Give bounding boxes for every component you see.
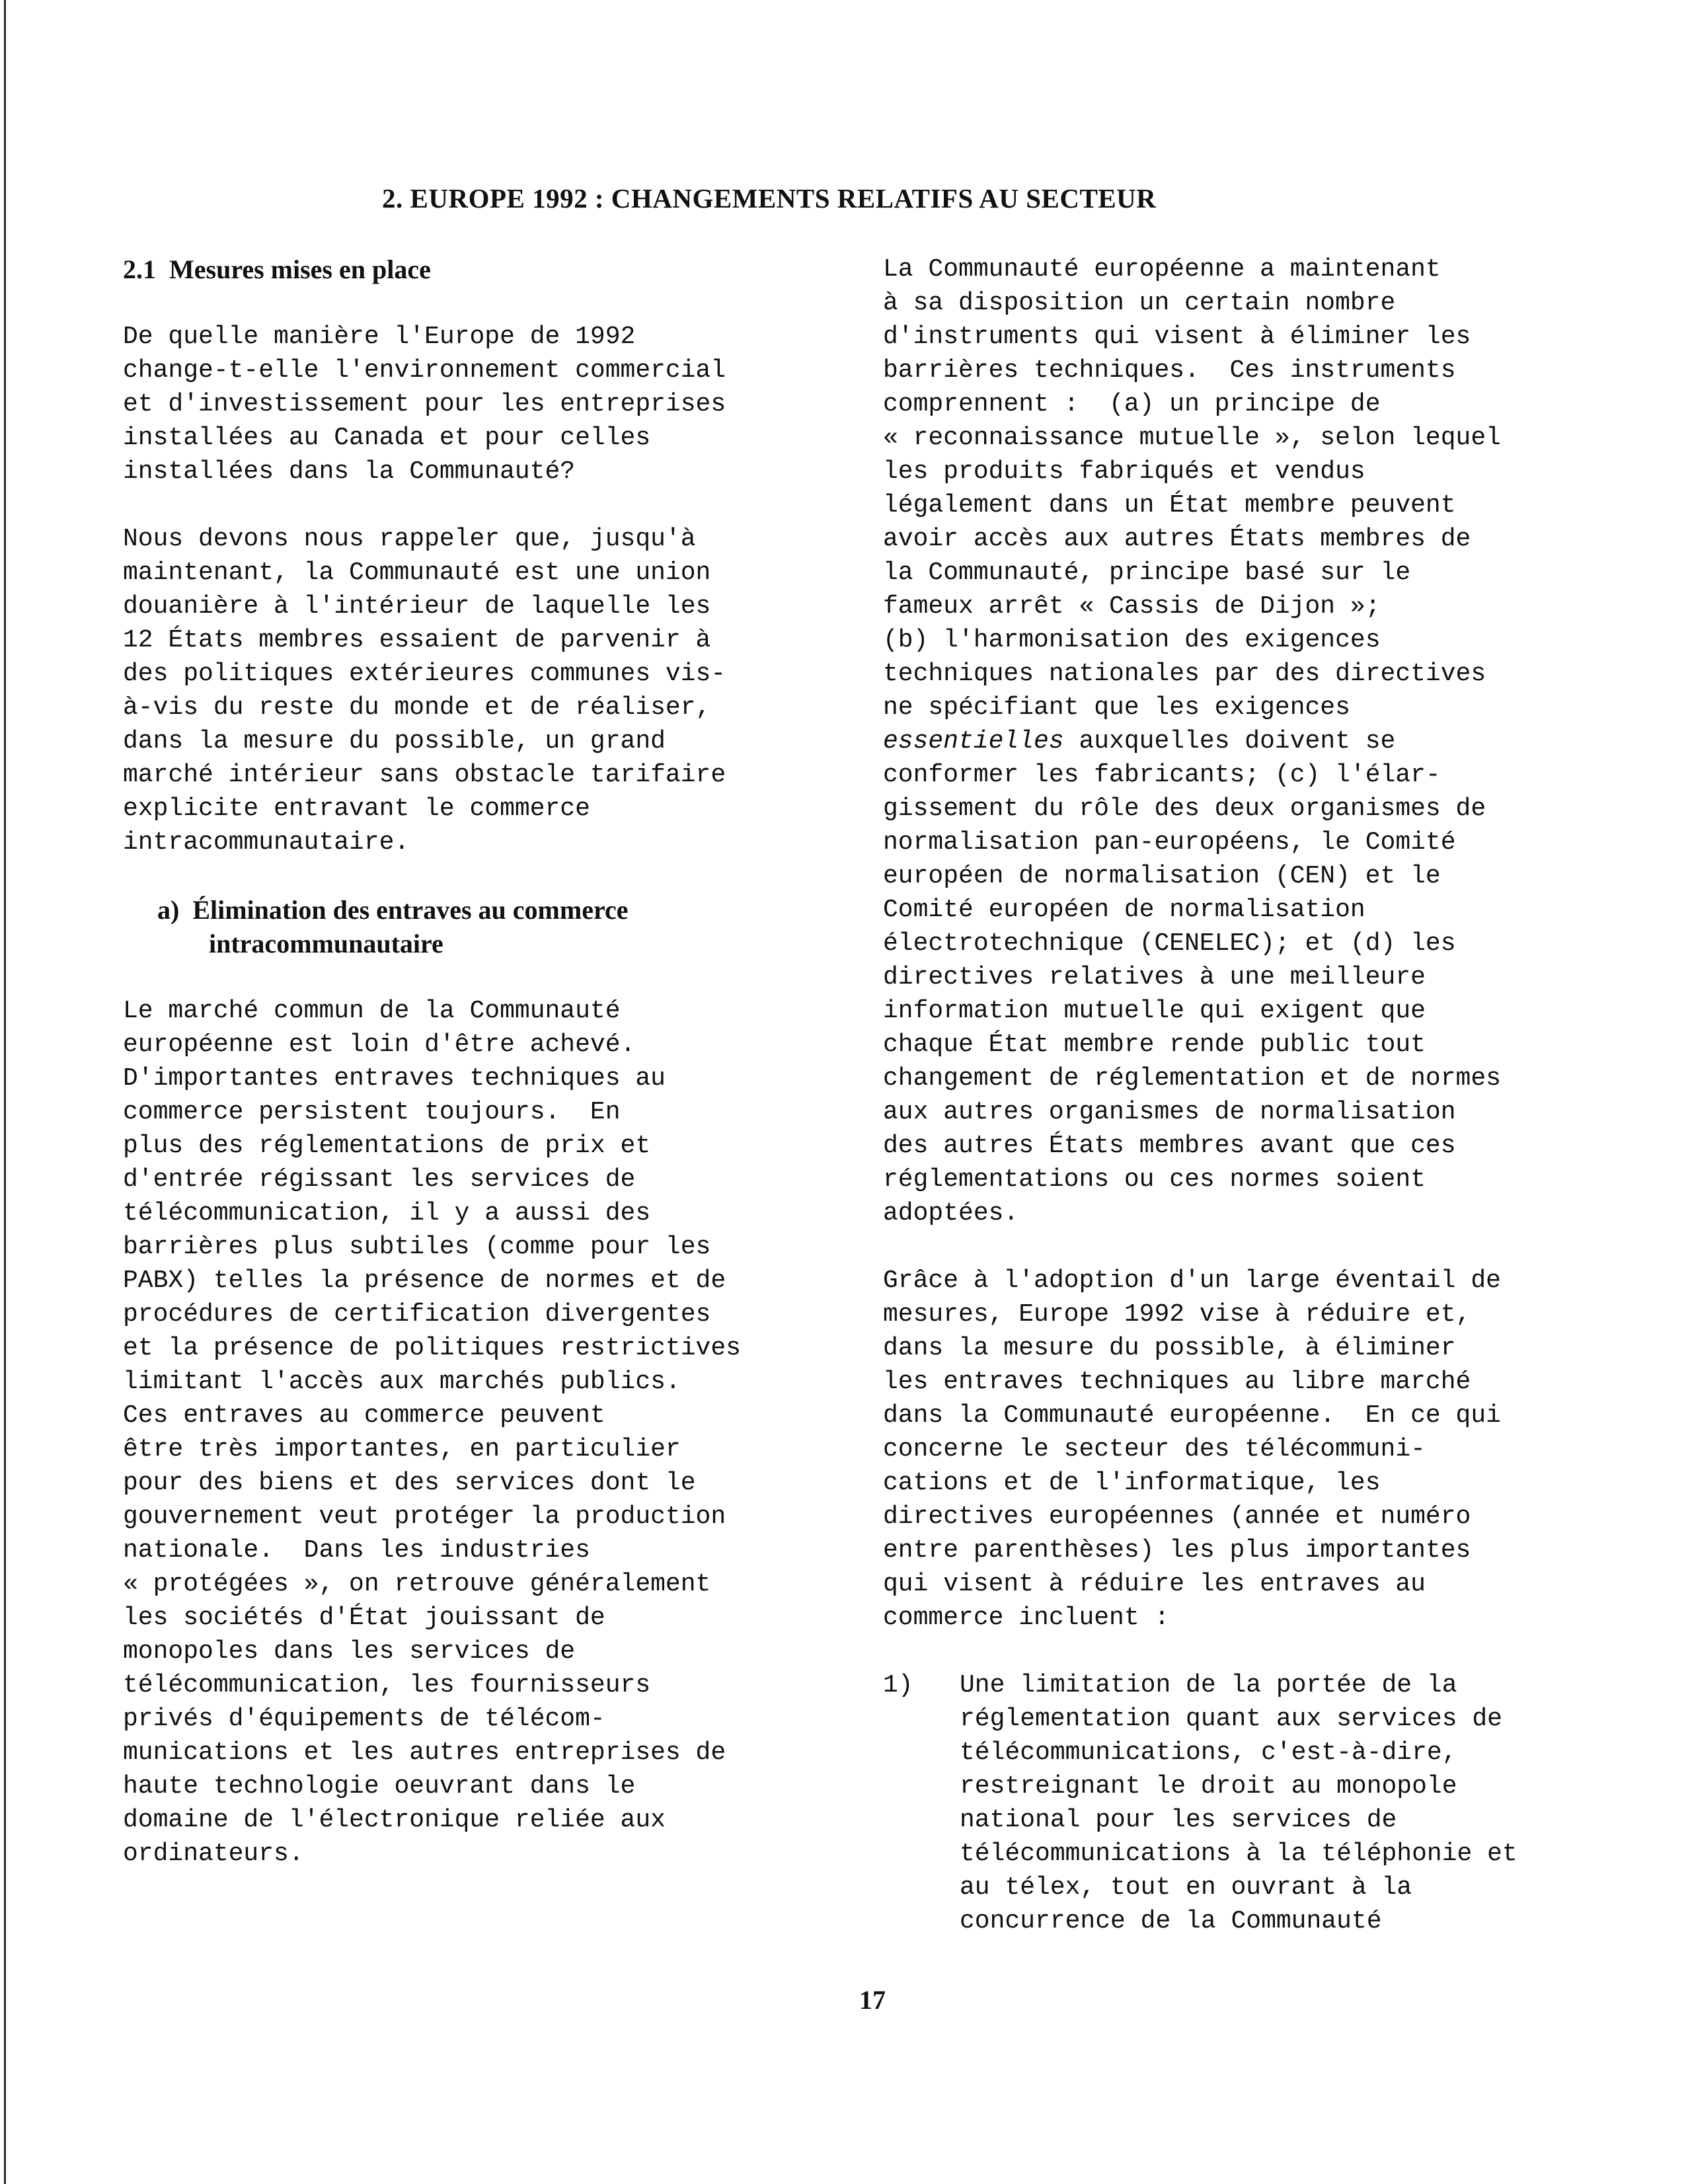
text-line: gouvernement veut protéger la production xyxy=(123,1502,726,1531)
text-line: des autres États membres avant que ces xyxy=(883,1132,1456,1160)
text-line: européen de normalisation (CEN) et le xyxy=(883,862,1441,890)
text-line: européenne est loin d'être achevé. xyxy=(123,1031,636,1059)
list-item-line: télécommunications, c'est-à-dire, xyxy=(960,1738,1457,1767)
text-line: marché intérieur sans obstacle tarifaire xyxy=(123,761,726,789)
text-line: ne spécifiant que les exigences xyxy=(883,693,1350,722)
text-line: dans la mesure du possible, à éliminer xyxy=(883,1334,1456,1362)
text-line: monopoles dans les services de xyxy=(123,1637,576,1666)
page-number: 17 xyxy=(859,1985,886,2015)
text-fragment: Une limitation de la portée de la xyxy=(960,1671,1457,1699)
text-line: chaque État membre rende public tout xyxy=(883,1031,1426,1059)
spacer xyxy=(883,1635,1630,1668)
text-line: entre parenthèses) les plus importantes xyxy=(883,1536,1471,1565)
text-line: gissement du rôle des deux organismes de xyxy=(883,795,1486,823)
spacer xyxy=(123,488,863,522)
text-line: fameux arrêt « Cassis de Dijon »; xyxy=(883,592,1381,621)
text-line: « protégées », on retrouve généralement xyxy=(123,1570,711,1598)
text-line: D'importantes entraves techniques au xyxy=(123,1064,666,1093)
text-line: explicite entravant le commerce xyxy=(123,795,590,823)
text-line: concerne le secteur des télécommuni- xyxy=(883,1435,1426,1463)
text-line: les produits fabriqués et vendus xyxy=(883,457,1365,486)
text-line: électrotechnique (CENELEC); et (d) les xyxy=(883,929,1456,958)
text-line: et la présence de politiques restrictives xyxy=(123,1334,741,1362)
text-line: La Communauté européenne a maintenant xyxy=(883,255,1441,284)
text-line: techniques nationales par des directives xyxy=(883,660,1486,688)
text-line: commerce incluent : xyxy=(883,1604,1170,1632)
text-line: installées au Canada et pour celles xyxy=(123,424,651,452)
text-line: dans la Communauté européenne. En ce qui xyxy=(883,1401,1501,1430)
text-line: plus des réglementations de prix et xyxy=(123,1132,651,1160)
list-item-line: concurrence de la Communauté xyxy=(960,1907,1382,1935)
text-line: comprennent : (a) un principe de xyxy=(883,390,1381,418)
text-line: barrières techniques. Ces instruments xyxy=(883,356,1456,385)
text-line: Nous devons nous rappeler que, jusqu'à xyxy=(123,525,696,553)
text-line: adoptées. xyxy=(883,1199,1019,1228)
text-line: 12 États membres essaient de parvenir à xyxy=(123,626,711,654)
text-line: pour des biens et des services dont le xyxy=(123,1469,696,1497)
text-line: nationale. Dans les industries xyxy=(123,1536,590,1565)
text-line: change-t-elle l'environnement commercial xyxy=(123,356,726,385)
text-line xyxy=(883,724,1630,758)
text-line: intracommunautaire. xyxy=(123,828,410,857)
subsection-heading: a) Élimination des entraves au commerce xyxy=(157,895,629,925)
left-column xyxy=(123,253,863,1871)
text-line: les sociétés d'État jouissant de xyxy=(123,1604,605,1632)
text-line: réglementations ou ces normes soient xyxy=(883,1165,1426,1194)
text-line: barrières plus subtiles (comme pour les xyxy=(123,1233,711,1261)
text-line: et d'investissement pour les entreprises xyxy=(123,390,726,418)
text-line: normalisation pan-européens, le Comité xyxy=(883,828,1456,857)
spacer xyxy=(123,859,863,893)
text-line: cations et de l'informatique, les xyxy=(883,1469,1381,1497)
list-item-line: réglementation quant aux services de xyxy=(960,1705,1502,1733)
text-line: télécommunication, il y a aussi des xyxy=(123,1199,651,1228)
text-line: télécommunication, les fournisseurs xyxy=(123,1671,651,1699)
text-line: information mutuelle qui exigent que xyxy=(883,997,1426,1025)
section-heading: 2.1 Mesures mises en place xyxy=(123,254,431,284)
text-line: privés d'équipements de télécom- xyxy=(123,1705,605,1733)
text-line: dans la mesure du possible, un grand xyxy=(123,727,666,756)
list-item-line: national pour les services de xyxy=(960,1806,1397,1834)
text-line: la Communauté, principe basé sur le xyxy=(883,559,1411,587)
text-line: directives relatives à une meilleure xyxy=(883,963,1426,992)
text-line: haute technologie oeuvrant dans le xyxy=(123,1772,636,1801)
text-line: ordinateurs. xyxy=(123,1840,304,1868)
text-line: douanière à l'intérieur de laquelle les xyxy=(123,592,711,621)
text-line: des politiques extérieures communes vis- xyxy=(123,660,726,688)
list-item-number: 1) xyxy=(883,1671,913,1699)
text-line: munications et les autres entreprises de xyxy=(123,1738,726,1767)
text-line: à sa disposition un certain nombre xyxy=(883,289,1396,317)
spacer xyxy=(883,1230,1630,1264)
text-line: limitant l'accès aux marchés publics. xyxy=(123,1368,681,1396)
right-column xyxy=(883,253,1630,1938)
list-item-line: au télex, tout en ouvrant à la xyxy=(960,1873,1412,1902)
text-line: être très importantes, en particulier xyxy=(123,1435,681,1463)
spacer xyxy=(123,286,863,320)
text-line: Grâce à l'adoption d'un large éventail de xyxy=(883,1267,1501,1295)
italic-emphasis: essentielles xyxy=(883,727,1064,756)
text-line: avoir accès aux autres États membres de xyxy=(883,525,1471,553)
text-line: Le marché commun de la Communauté xyxy=(123,997,621,1025)
text-line: installées dans la Communauté? xyxy=(123,457,576,486)
text-line: qui visent à réduire les entraves au xyxy=(883,1570,1426,1598)
text-line: commerce persistent toujours. En xyxy=(123,1098,621,1126)
paragraph-instruments xyxy=(883,253,1630,1230)
text-line: d'entrée régissant les services de xyxy=(123,1165,636,1194)
text-line: De quelle manière l'Europe de 1992 xyxy=(123,323,636,351)
paragraph-intro-question xyxy=(123,320,863,488)
text-line: les entraves techniques au libre marché xyxy=(883,1368,1471,1396)
chapter-title: 2. EUROPE 1992 : CHANGEMENTS RELATIFS AU SECTEUR xyxy=(382,183,1157,214)
subsection-heading-continued: intracommunautaire xyxy=(209,929,443,958)
text-line: d'instruments qui visent à éliminer les xyxy=(883,323,1471,351)
text-line: (b) l'harmonisation des exigences xyxy=(883,626,1381,654)
text-line: Ces entraves au commerce peuvent xyxy=(123,1401,605,1430)
text-line: à-vis du reste du monde et de réaliser, xyxy=(123,693,711,722)
text-line: « reconnaissance mutuelle », selon lequel xyxy=(883,424,1501,452)
text-line: domaine de l'électronique reliée aux xyxy=(123,1806,666,1834)
text-line: PABX) telles la présence de normes et de xyxy=(123,1267,726,1295)
numbered-list-item xyxy=(883,1668,1630,1938)
text-line: légalement dans un État membre peuvent xyxy=(883,491,1456,520)
text-line: maintenant, la Communauté est une union xyxy=(123,559,711,587)
list-item-line: restreignant le droit au monopole xyxy=(960,1772,1457,1801)
text-line: procédures de certification divergentes xyxy=(123,1300,711,1329)
text-line: changement de réglementation et de normes xyxy=(883,1064,1501,1093)
text-line: mesures, Europe 1992 vise à réduire et, xyxy=(883,1300,1471,1329)
paragraph-common-market xyxy=(123,994,863,1871)
text-fragment: auxquelles doivent se xyxy=(1063,727,1396,756)
paragraph-europe-1992-measures xyxy=(883,1264,1630,1635)
scan-edge-line xyxy=(4,0,6,2184)
list-item-line: télécommunications à la téléphonie et xyxy=(960,1840,1517,1868)
text-line: Comité européen de normalisation xyxy=(883,896,1365,924)
spacer xyxy=(123,960,863,994)
text-line: aux autres organismes de normalisation xyxy=(883,1098,1456,1126)
text-line: directives européennes (année et numéro xyxy=(883,1502,1471,1531)
text-line: conformer les fabricants; (c) l'élar- xyxy=(883,761,1441,789)
list-item-first-line xyxy=(883,1668,1630,1702)
paragraph-customs-union xyxy=(123,522,863,859)
